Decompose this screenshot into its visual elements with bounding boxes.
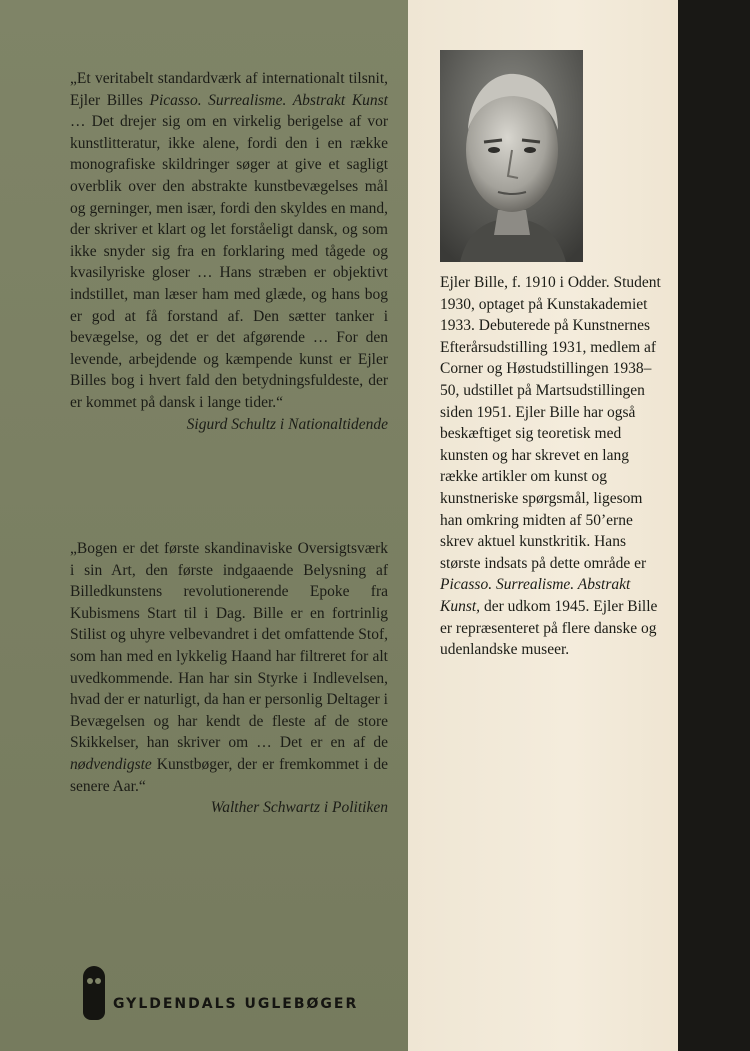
review-quote-2 (70, 538, 388, 819)
page-edge (678, 0, 750, 1051)
review-quote-1-attribution: Sigurd Schultz i Nationaltidende (186, 415, 388, 433)
review-quote-1 (70, 68, 388, 435)
author-bio-text: Ejler Bille, f. 1910 i Odder. Student 1930, optaget på Kunstakademiet 1933. Debuterede på Kunstnernes Efterårsudstilling 1931, medlem af Corner og Høstudstillingen 1938–50, udstillet på Martsudstillingen siden 1951. Ejler Bille har også beskæftiget sig teoretisk med kunsten og har skrevet en lang række artikler om kunst og kunstneriske spørgsmål, ligesom han omkring midten af 50’erne skrev aktuel kunstkritik. Hans største indsats på dette område er Picasso. Surrealisme. Abstrakt Kunst, der udkom 1945. Ejler Bille er repræsenteret på flere danske og udenlandske museer. (440, 274, 661, 659)
portrait-icon (440, 50, 583, 262)
review-quote-1-text: „Et veritabelt standardværk af internationalt tilsnit, Ejler Billes Picasso. Surrealisme. Abstrakt Kunst … Det drejer sig om en virkelig berigelse af vor kunstlitteratur, ikke alene, fordi den i en række monografiske skildringer søger at give et sagligt overblik over den abstrakte kunstbevægelses mål og gerninger, men især, fordi den skyldes en mand, der skriver et klart og let forståeligt dansk, og som ikke snyder sig fra en forklaring med tågede og kvasilyriske gloser … Hans stræben er objektivt indstillet, man læser ham med glæde, og hans bog er god at få forstand af. Den sætter tanker i bevægelse, og det er det afgørende … For den levende, arbejdende og kæmpende kunst er Ejler Billes bog i hvert fald den betydningsfuldeste, der er kommet på dansk i lange tider.“ (70, 70, 388, 411)
author-bio (440, 272, 662, 661)
review-quote-2-text: „Bogen er det første skandinaviske Oversigtsværk i sin Art, den første indgaaende Belysning af Billedkunstens revolutionerende Epoke fra Kubismens Start til i Dag. Bille er en fortrinlig Stilist og uhyre velbevandret i det omfattende Stof, som han med en lykkelig Haand har filtreret for alt uvedkommende. Han har sin Styrke i Indlevelsen, hvad der er naturligt, da han er personlig Deltager i Bevægelsen og har kendt de fleste af de store Skikkelser, han skriver om … Det er en af de nødvendigste Kunstbøger, der er fremkommet i de senere Aar.“ (70, 540, 388, 795)
publisher-footer (83, 966, 403, 1020)
author-portrait-photo (440, 50, 583, 262)
owl-icon (83, 966, 105, 1020)
publisher-name: GYLDENDALS UGLEBØGER (113, 996, 359, 1012)
review-quote-2-attribution: Walther Schwartz i Politiken (210, 799, 388, 817)
